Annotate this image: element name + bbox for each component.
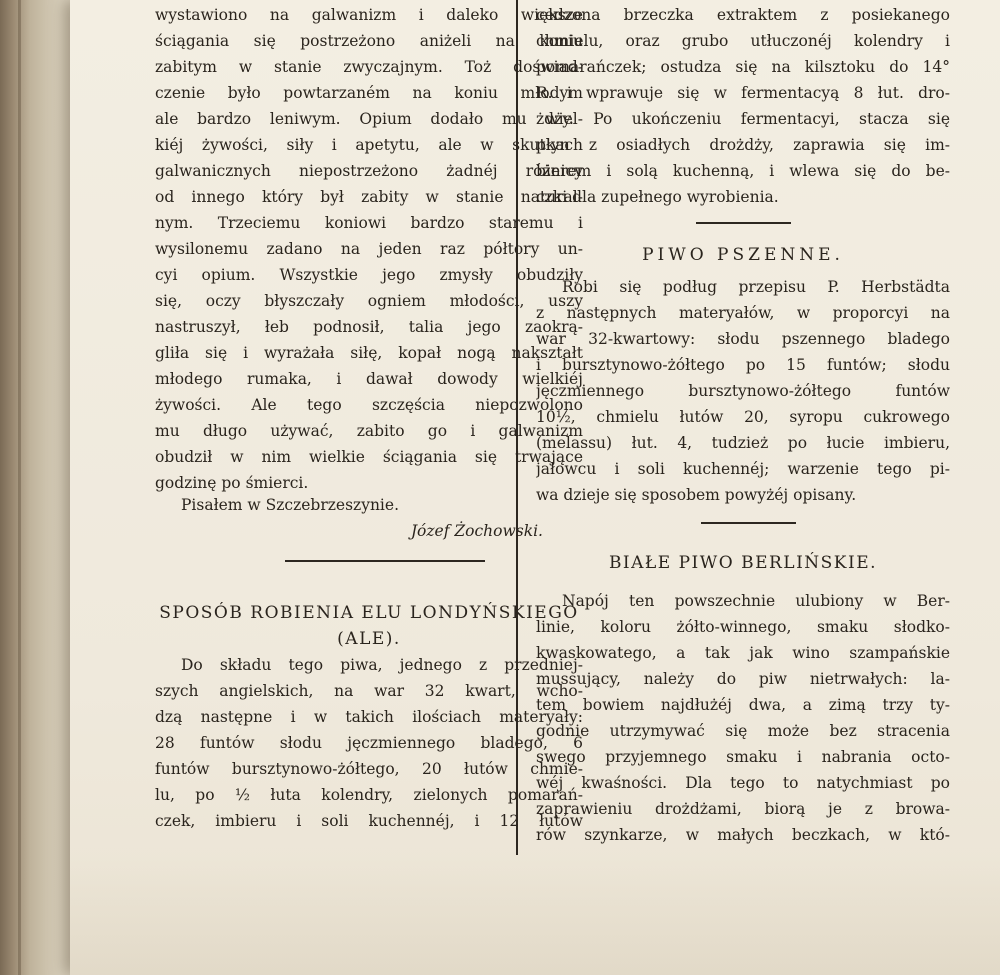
- book-page: [70, 0, 1000, 975]
- text-line: od innego który był zabity w stanie natural-: [155, 188, 583, 206]
- text-line: R. i wprawuje się w fermentacyą 8 łut. dro-: [536, 84, 950, 102]
- text-line: jęczmiennego bursztynowo-żółtego funtów: [536, 382, 950, 400]
- section-rule: [701, 522, 796, 524]
- text-line: pomarańczek; ostudza się na kilsztoku do 14°: [536, 58, 950, 76]
- text-line: jałowcu i soli kuchennéj; warzenie tego pi-: [536, 460, 950, 478]
- text-line: nym. Trzeciemu koniowi bardzo staremu i: [155, 214, 583, 232]
- text-line: 28 funtów słodu jęczmiennego bladego, 6: [155, 734, 583, 752]
- text-line: chmielu, oraz grubo utłuczonéj kolendry i: [536, 32, 950, 50]
- text-line: funtów bursztynowo-żółtego, 20 łutów chmie-: [155, 760, 583, 778]
- text-line: (melassu) łut. 4, tudzież po łucie imbieru,: [536, 434, 950, 452]
- text-line: żywości. Ale tego szczęścia niepozwolono: [155, 396, 583, 414]
- text-line: 10½, chmielu łutów 20, syropu cukrowego: [536, 408, 950, 426]
- text-line: ściągania się postrzeżono aniżeli na koniu: [155, 32, 583, 50]
- text-line: linie, koloru żółto-winnego, smaku słodko-: [536, 618, 950, 636]
- text-line: szych angielskich, na war 32 kwart, wcho-: [155, 682, 583, 700]
- text-line: zaprawieniu drożdżami, biorą je z browa-: [536, 800, 950, 818]
- text-line: mu długo używać, zabito go i galwanizm: [155, 422, 583, 440]
- text-line: tem bowiem najdłużéj dwa, a zimą trzy ty-: [536, 696, 950, 714]
- article-title: PIWO PSZENNE.: [642, 245, 844, 265]
- text-line: z następnych materyałów, w proporcyi na: [536, 304, 950, 322]
- text-line: nastruszył, łeb podnosił, talia jego zaokrą-: [155, 318, 583, 336]
- text-line: Do składu tego piwa, jednego z przedniej-: [181, 656, 583, 674]
- text-line: godzinę po śmierci.: [155, 474, 309, 492]
- text-line: godnie utrzymywać się może bez stracenia: [536, 722, 950, 740]
- text-line: czki dla zupełnego wyrobienia.: [536, 188, 779, 206]
- article-title-sub: (ALE).: [337, 629, 401, 649]
- text-line: rów szynkarze, w małych beczkach, w któ-: [536, 826, 950, 844]
- text-line: kwaskowatego, a tak jak wino szampańskie: [536, 644, 950, 662]
- text-line: wysilonemu zadano na jeden raz półtory un-: [155, 240, 583, 258]
- text-line: swego przyjemnego smaku i nabrania octo-: [536, 748, 950, 766]
- text-line: czek, imbieru i soli kuchennéj, i 12 łutów: [155, 812, 583, 830]
- text-line: bierem i solą kuchenną, i wlewa się do be-: [536, 162, 950, 180]
- article-title: SPOSÓB ROBIENIA ELU LONDYŃSKIEGO: [159, 603, 579, 623]
- article-title: BIAŁE PIWO BERLIŃSKIE.: [608, 553, 878, 573]
- text-line: wystawiono na galwanizm i daleko większe: [155, 6, 583, 24]
- signature-name: Józef Żochowski.: [410, 522, 543, 540]
- text-line: zabitym w stanie zwyczajnym. Toż doświad-: [155, 58, 583, 76]
- text-line: wéj kwaśności. Dla tego to natychmiast po: [536, 774, 950, 792]
- text-line: obudził w nim wielkie ściągania się trwające: [155, 448, 583, 466]
- text-line: cedzona brzeczka extraktem z posiekanego: [536, 6, 950, 24]
- text-line: czenie było powtarzaném na koniu młodym: [155, 84, 583, 102]
- text-line: i bursztynowo-żółtego po 15 funtów; słodu: [536, 356, 950, 374]
- text-line: cyi opium. Wszystkie jego zmysły obudziły: [155, 266, 583, 284]
- section-rule: [285, 560, 485, 562]
- text-line: dzą następne i w takich ilościach materyały:: [155, 708, 583, 726]
- text-line: ale bardzo leniwym. Opium dodało mu wiel-: [155, 110, 583, 128]
- text-line: mussujący, należy do piw nietrwałych: la-: [536, 670, 950, 688]
- text-line: galwanicznych niepostrzeżono żadnéj różnicy: [155, 162, 583, 180]
- page-bottom-margin: [70, 855, 1000, 975]
- text-line: gliła się i wyrażała siłę, kopał nogą nakształt: [155, 344, 583, 362]
- text-line: płyn z osiadłych drożdży, zaprawia się im-: [536, 136, 950, 154]
- text-line: Napój ten powszechnie ulubiony w Ber-: [562, 592, 950, 610]
- signature-place: Pisałem w Szczebrzeszynie.: [181, 496, 399, 514]
- text-line: Robi się podług przepisu P. Herbstädta: [562, 278, 950, 296]
- text-line: żdży. Po ukończeniu fermentacyi, stacza się: [536, 110, 950, 128]
- text-line: war 32-kwartowy: słodu pszennego bladego: [536, 330, 950, 348]
- text-line: wa dzieje się sposobem powyżéj opisany.: [536, 486, 857, 504]
- section-rule: [696, 222, 791, 224]
- text-line: się, oczy błyszczały ogniem młodości, uszy: [155, 292, 583, 310]
- text-line: młodego rumaka, i dawał dowody wielkiéj: [155, 370, 583, 388]
- text-line: lu, po ½ łuta kolendry, zielonych pomarań-: [155, 786, 583, 804]
- text-line: kiéj żywości, siły i apetytu, ale w skutkach: [155, 136, 583, 154]
